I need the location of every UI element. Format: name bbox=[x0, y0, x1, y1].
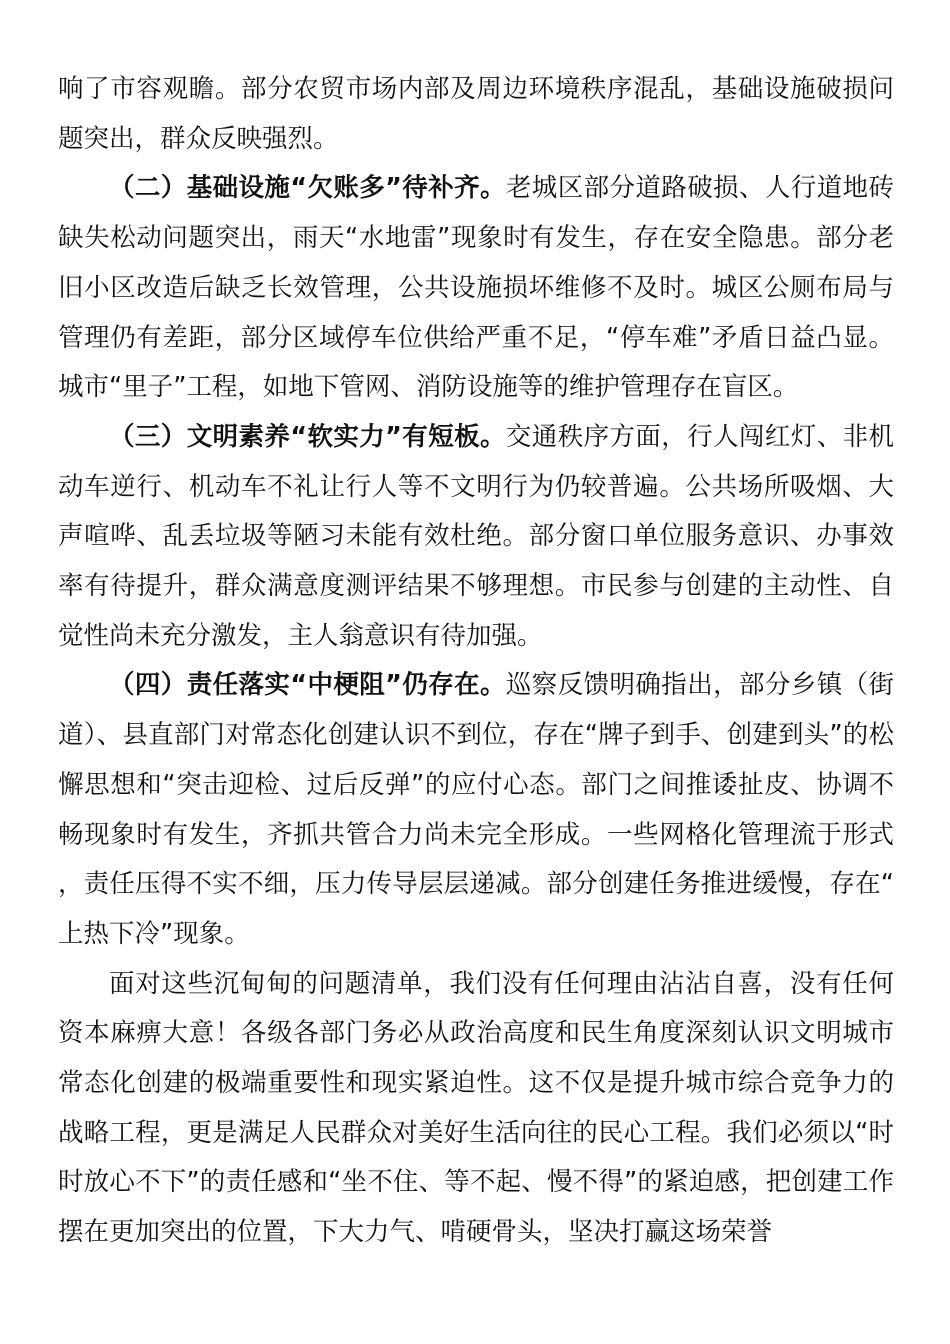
paragraph-text: 面对这些沉甸甸的问题清单，我们没有任何理由沾沾自喜，没有任何资本麻痹大意！各级各部门务必从政治高度和民生角度深刻认识文明城市常态化创建的极端重要性和现实紧迫性。这不仅是提升城市综合竞争力的战略工程，更是满足人民群众对美好生活向往的民心工程。我们必须以“时时放心不下”的责任感和“坐不住、等不起、慢不得”的紧迫感，把创建工作摆在更加突出的位置，下大力气、啃硬骨头，坚决打赢这场荣誉 bbox=[58, 968, 894, 1248]
paragraph-text: 巡察反馈明确指出，部分乡镇（街道）、县直部门对常态化创建认识不到位，存在“牌子到手、创建到头”的松懈思想和“突击迎检、过后反弹”的应付心态。部门之间推诿扯皮、协调不畅现象时有发生，齐抓共管合力尚未完全形成。一些网格化管理流于形式，责任压得不实不细，压力传导层层递减。部分创建任务推进缓慢，存在“上热下冷”现象。 bbox=[58, 670, 894, 949]
section-heading-2: （二）基础设施“欠账多”待补齐。 bbox=[109, 173, 506, 204]
paragraph-continuation bbox=[58, 65, 894, 164]
paragraph-text: 老城区部分道路破损、人行道地砖缺失松动问题突出，雨天“水地雷”现象时有发生，存在安全隐患。部分老旧小区改造后缺乏长效管理，公共设施损坏维修不及时。城区公厕布局与管理仍有差距，部分区域停车位供给严重不足，“停车难”矛盾日益凸显。城市“里子”工程，如地下管网、消防设施等的维护管理存在盲区。 bbox=[58, 173, 894, 403]
document-body bbox=[58, 65, 894, 1258]
paragraph-text: 响了市容观瞻。部分农贸市场内部及周边环境秩序混乱，基础设施破损问题突出，群众反映强烈。 bbox=[58, 74, 894, 154]
paragraph-infrastructure bbox=[58, 164, 894, 413]
section-heading-4: （四）责任落实“中梗阻”仍存在。 bbox=[109, 670, 506, 701]
paragraph-civility bbox=[58, 413, 894, 662]
paragraph-conclusion bbox=[58, 960, 894, 1258]
paragraph-responsibility bbox=[58, 661, 894, 959]
section-heading-3: （三）文明素养“软实力”有短板。 bbox=[109, 421, 506, 452]
paragraph-text: 交通秩序方面，行人闯红灯、非机动车逆行、机动车不礼让行人等不文明行为仍较普遍。公共场所吸烟、大声喧哗、乱丢垃圾等陋习未能有效杜绝。部分窗口单位服务意识、办事效率有待提升，群众满意度测评结果不够理想。市民参与创建的主动性、自觉性尚未充分激发，主人翁意识有待加强。 bbox=[58, 421, 894, 651]
